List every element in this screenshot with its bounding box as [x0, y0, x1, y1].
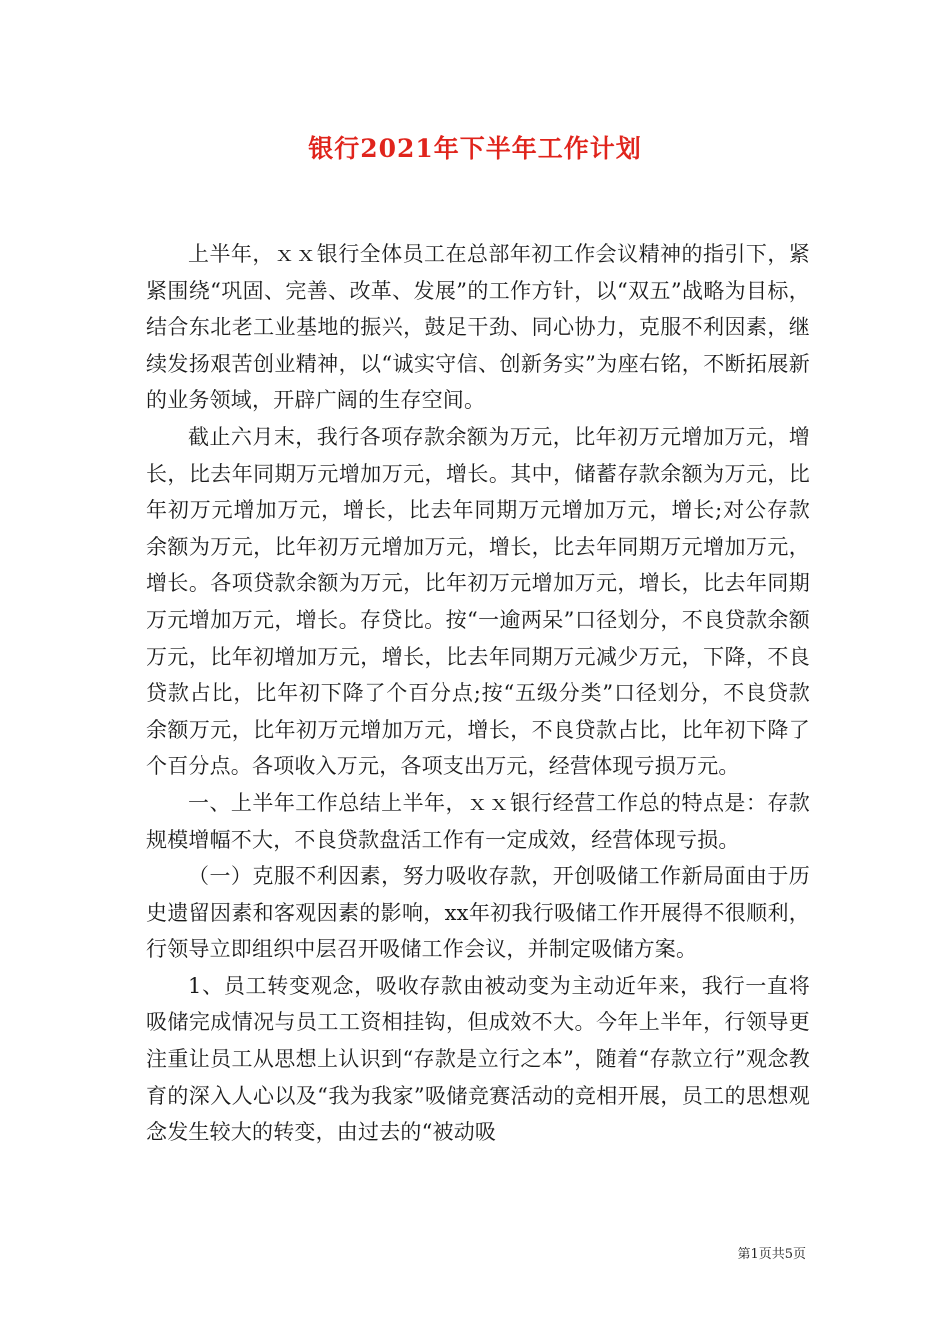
- paragraph: 一、上半年工作总结上半年，ｘｘ银行经营工作总的特点是：存款规模增幅不大，不良贷款盘活工作有一定成效，经营体现亏损。: [146, 790, 810, 852]
- document-body: [146, 236, 810, 1151]
- paragraph: 截止六月末，我行各项存款余额为万元，比年初万元增加万元，增长，比去年同期万元增加万元，增长。其中，储蓄存款余额为万元，比年初万元增加万元，增长，比去年同期万元增加万元，增长;对公存款余额为万元，比年初万元增加万元，增长，比去年同期万元增加万元，增长。各项贷款余额为万元，比年初万元增加万元，增长，比去年同期万元增加万元，增长。存贷比。按“一逾两呆”口径划分，不良贷款余额万元，比年初增加万元，增长，比去年同期万元减少万元，下降，不良贷款占比，比年初下降了个百分点;按“五级分类”口径划分，不良贷款余额万元，比年初万元增加万元，增长，不良贷款占比，比年初下降了个百分点。各项收入万元，各项支出万元，经营体现亏损万元。: [146, 424, 810, 779]
- paragraph: 1、员工转变观念，吸收存款由被动变为主动近年来，我行一直将吸储完成情况与员工工资相挂钩，但成效不大。今年上半年，行领导更注重让员工从思想上认识到“存款是立行之本”，随着“存款立行”观念教育的深入人心以及“我为我家”吸储竞赛活动的竞相开展，员工的思想观念发生较大的转变，由过去的“被动吸: [146, 973, 810, 1145]
- paragraph: 上半年，ｘｘ银行全体员工在总部年初工作会议精神的指引下，紧紧围绕“巩固、完善、改革、发展”的工作方针，以“双五”战略为目标，结合东北老工业基地的振兴，鼓足干劲、同心协力，克服不利因素，继续发扬艰苦创业精神，以“诚实守信、创新务实”为座右铭，不断拓展新的业务领域，开辟广阔的生存空间。: [146, 242, 810, 413]
- page-number: 第1页共5页: [737, 1247, 806, 1262]
- paragraph: （一）克服不利因素，努力吸收存款，开创吸储工作新局面由于历史遗留因素和客观因素的影响，xx年初我行吸储工作开展得不很顺利，行领导立即组织中层召开吸储工作会议，并制定吸储方案。: [146, 864, 810, 962]
- document-title: 银行2021年下半年工作计划: [308, 134, 642, 163]
